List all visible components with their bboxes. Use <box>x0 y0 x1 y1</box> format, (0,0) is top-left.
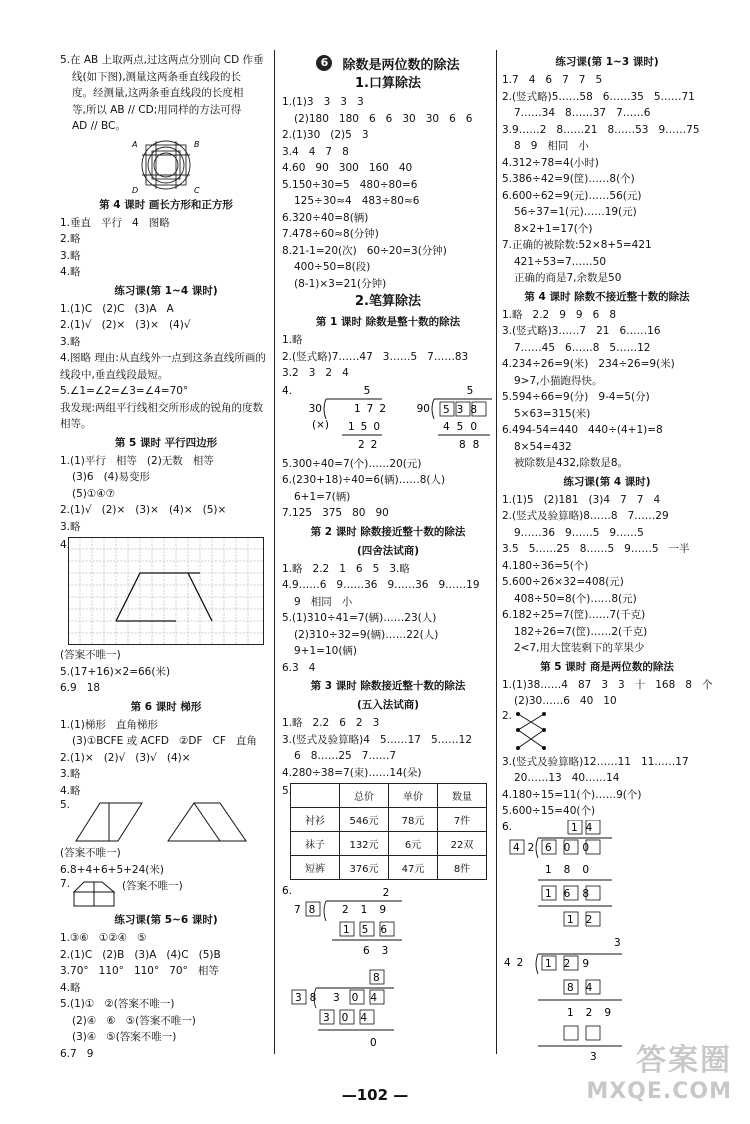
divisor: 42 <box>504 956 530 969</box>
table-cell: 8件 <box>438 856 487 880</box>
section-title: 第 4 课时 画长方形和正方形 <box>99 198 233 211</box>
point-a-label: A <box>132 139 138 149</box>
remainder: 88 <box>459 438 487 451</box>
section-title: 第 3 课时 除数接近整十数的除法 <box>310 680 466 692</box>
quotient: 3 <box>614 936 621 949</box>
quotient: 8 <box>373 972 380 984</box>
page-number: —102 — <box>341 1086 409 1104</box>
svg-text:6.: 6. <box>502 820 513 833</box>
remainder: 0 <box>370 1037 377 1049</box>
svg-text:6.: 6. <box>282 885 293 897</box>
dividend: 538 <box>443 403 485 416</box>
trapezoid-shapes <box>72 801 262 843</box>
table-cell: 袜子 <box>291 832 340 856</box>
problem-5-text: 5.在 AB 上取两点,过这两点分别向 CD 作垂 线(如下图),测量这两条垂直线段的长 度。经测量,这两条垂直线段的长度相 等,所以 AB // CD;用同样的方法可得 AD // BC。 <box>60 54 264 132</box>
divisor: 38 <box>295 992 325 1004</box>
section-title: 练习课(第 1~3 课时) <box>555 56 659 68</box>
quotient: 5 <box>466 384 474 397</box>
table-cell: 22双 <box>438 832 487 856</box>
column-divider <box>496 50 497 1054</box>
table-row <box>291 808 487 832</box>
divisor: 90 <box>416 402 430 415</box>
remainder: 63 <box>363 945 401 957</box>
dividend: 172 <box>354 402 393 415</box>
table-cell: 47元 <box>389 856 438 880</box>
parallel-lines-figure <box>60 135 272 195</box>
divisor: 30 <box>308 402 322 415</box>
chapter-number-badge: 6 <box>316 55 332 71</box>
partial-product: 168 <box>545 887 602 900</box>
section-title: 练习课(第 5~6 课时) <box>114 914 218 926</box>
trapezoid-division-figure: 5. <box>60 799 272 845</box>
wrong-mark: (×) <box>312 418 329 431</box>
divisor: 42 <box>513 841 543 854</box>
partial-product: 150 <box>348 420 387 433</box>
table-cell: 衬衫 <box>291 808 340 832</box>
table-header-row <box>291 784 487 808</box>
partial-product: 129 <box>567 1006 624 1019</box>
quotient: 14 <box>571 821 601 834</box>
point-d-label: D <box>132 185 139 195</box>
point-c-label: C <box>194 185 200 195</box>
section-title: 第 6 课时 梯形 <box>130 700 202 713</box>
part-title: 1.口算除法 <box>355 76 421 91</box>
section-title: 第 1 课时 除数是整十数的除法 <box>315 316 461 328</box>
table-row <box>291 832 487 856</box>
table-cell: 78元 <box>389 808 438 832</box>
answer-column-1: 5.在 AB 上取两点,过这两点分别向 CD 作垂 线(如下图),测量这两条垂直线段的长 度。经测量,这两条垂直线段的长度相 等,所以 AB // CD;用同样的方法可得 AD // BC。 A B D C 第 4 课时 画长方形和正方形 1.垂直 平行 4 图略 2.略 3.略 4.略 练习课(第 1~4 课时) 1.(1)C (2)C (3)A A 2.(1)√ (2)× (3)× (4)√ 3.略 4.图略 理由:从直线外一点到这条直线所画的线段中,垂直线段最短。 5.∠1=∠2=∠3=∠4=70° 我发现:两组平行线相交所形成的锐角的度数相等。 第 5 课时 平行四边形 1.(1)平行 相等 (2)无数 相等 (3)6 (4)易变形 (5)①④⑦ 2.(1)√ (2)× (3)× (4)× (5)× 3.略 4. (答案不唯一) 5.(17+16)×2=66(米) 6.9 18 第 6 课时 梯形 1.(1)梯形 直角梯形 (3)①BCFE 或 ACFD ②DF CF 直角 2.(1)× (2)√ (3)√ (4)× 3.略 4.略 5. (答案不唯一) 6.8+4+6+5+24(米) 7. (答案不唯一) 练习课(第 5~6 课时) 1.③⑥ ①②④ ⑤ 2.(1)C (2)B (3)A (4)C (5)B 3.70° 110° 110° 70° 相等 4.略 5.(1)① ②(答案不唯一) (2)④ ⑥ ⑤(答案不唯一) (3)④ ⑤(答案不唯一) 6.7 9 <box>60 52 272 1062</box>
part-title: 2.笔算除法 <box>355 294 421 309</box>
table-cell: 7件 <box>438 808 487 832</box>
grid-figure: 4. <box>60 537 272 645</box>
quotient: 5 <box>363 384 371 397</box>
section-title: 练习课(第 1~4 课时) <box>114 284 218 297</box>
column-divider <box>274 50 275 1054</box>
chapter-title: 6 除数是两位数的除法 <box>282 52 494 74</box>
section-title: 练习课(第 4 课时) <box>563 475 651 488</box>
table-cell: 376元 <box>340 856 389 880</box>
long-division-problem-6 <box>282 884 494 1056</box>
remainder: 12 <box>567 913 605 926</box>
table-row <box>291 856 487 880</box>
answer-column-3: 练习课(第 1~3 课时) 1.7 4 6 7 7 5 2.(竖式略)5……58 6……35 5……71 7……34 8……37 7……6 3.9……2 8……21 8……53 9……75 8 9 相同 小 4.312÷78=4(小时) 5.386÷42=9(筐)……8(个) 6.600÷62=9(元)……56(元) 56÷37=1(元)……19(元) 8×2+1=17(个) 7.正确的被除数:52×8+5=421 421÷53=7……50 正确的商是7,余数是50 第 4 课时 除数不接近整十数的除法 1.略 2.2 9 9 6 8 3.(竖式略)3……7 21 6……16 7……45 6……8 5……12 4.234÷26=9(米) 234÷26=9(米) 9>7,小猫跑得快。 5.594÷66=9(分) 9-4=5(分) 5×63=315(米) 6.494-54=440 440÷(4+1)=8 8×54=432 被除数是432,除数是8。 练习课(第 4 课时) 1.(1)5 (2)181 (3)4 7 7 4 2.(竖式及验算略)8……8 7……29 9……36 9……5 9……5 3.5 5……25 8……5 9……5 一半 4.180÷36=5(个) 5.600÷26×32=408(元) 408÷50=8(个)……8(元) 6.182÷25=7(筐)……7(千克) 182÷26=7(筐)……2(千克) 2<7,用大筐装剩下的苹果少 第 5 课时 商是两位数的除法 1.(1)38……4 87 3 3 十 168 8 个 (2)30……6 40 10 2. 3.(竖式及验算略)12……11 11……17 20……13 40……14 4.180÷15=11(个)……9(个) 5.600÷15=40(个) 6. 14 42 600 180 168 12 3 42 129 84 129 3 <box>502 52 712 1064</box>
table-cell: 数量 <box>438 784 487 808</box>
trapezoid-grid <box>68 537 264 645</box>
table-cell: 546元 <box>340 808 389 832</box>
partial-product: 180 <box>545 863 602 876</box>
svg-text:4.: 4. <box>282 384 293 397</box>
table-cell: 132元 <box>340 832 389 856</box>
dividend: 219 <box>342 904 399 916</box>
long-division-problem-4 <box>282 382 494 456</box>
section-title: 第 2 课时 除数接近整十数的除法 <box>310 525 466 538</box>
watermark-logo: 答案圈 MXQE.COM <box>586 1043 732 1104</box>
divisor: 78 <box>294 904 324 916</box>
dividend: 129 <box>545 957 602 970</box>
price-table-block: 5. 总价 单价 数量 衬衫 546元 78元 7件 袜子 132元 6元 22双 短裤 376元 47元 8件 <box>282 783 494 880</box>
composite-shape <box>72 880 122 908</box>
long-division-problem-6 <box>502 820 712 1064</box>
partial-product: 450 <box>443 420 485 433</box>
section-title: 第 4 课时 除数不接近整十数的除法 <box>524 290 690 303</box>
problem-7-figure: 7. (答案不唯一) <box>60 878 272 910</box>
table-cell: 短裤 <box>291 856 340 880</box>
table-cell <box>291 784 340 808</box>
matching-lines <box>512 710 552 754</box>
answer-column-2: 6 除数是两位数的除法 1.口算除法 1.(1)3 3 3 3 (2)180 180 6 6 30 30 6 6 2.(1)30 (2)5 3 3.4 4 7 8 4.60 90 300 160 40 5.150÷30=5 480÷80=6 125÷30≈4 483÷80≈6 6.320÷40=8(辆) 7.478÷60≈8(分钟) 8.21-1=20(次) 60÷20=3(分钟) 400÷50=8(段) (8-1)×3=21(分钟) 2.笔算除法 第 1 课时 除数是整十数的除法 1.略 2.(竖式略)7……47 3……5 7……83 3.2 3 2 4 4. 5 30 172 (×) 150 22 5 90 538 450 88 5.300÷40=7(个)……20(元) 6.(230+18)÷40=6(辆)……8(人) 6+1=7(辆) 7.125 375 80 90 第 2 课时 除数接近整十数的除法 (四舍法试商) 1.略 2.2 1 6 5 3.略 4.9……6 9……36 9……36 9……19 9 相同 小 5.(1)310÷41=7(辆)……23(人) (2)310÷32=9(辆)……22(人) 9+1=10(辆) 6.3 4 第 3 课时 除数接近整十数的除法 (五入法试商) 1.略 2.2 6 2 3 3.(竖式及验算略)4 5……17 5……12 6 8……25 7……7 4.280÷38=7(束)……14(朵) 5. 总价 单价 数量 衬衫 546元 78元 7件 袜子 132元 6元 22双 短裤 376元 47元 8件 6. 2 78 219 156 63 8 38 304 304 0 <box>282 52 494 1056</box>
section-title: 第 5 课时 商是两位数的除法 <box>540 660 674 673</box>
dividend: 304 <box>333 992 390 1004</box>
remainder: 22 <box>358 438 384 451</box>
matching-figure: 2. <box>502 710 712 754</box>
quotient: 2 <box>382 887 390 899</box>
section-title: 第 5 课时 平行四边形 <box>114 436 218 449</box>
dividend: 600 <box>545 841 602 854</box>
table-cell: 总价 <box>340 784 389 808</box>
point-b-label: B <box>194 139 200 149</box>
table-cell: 单价 <box>389 784 438 808</box>
section-subtitle: (五入法试商) <box>356 699 420 711</box>
partial-product: 156 <box>343 924 400 936</box>
price-table <box>290 783 487 880</box>
table-cell: 6元 <box>389 832 438 856</box>
partial-product: 84 <box>567 981 605 994</box>
partial-product: 304 <box>323 1012 380 1024</box>
remainder: 3 <box>590 1050 597 1063</box>
section-subtitle: (四舍法试商) <box>356 544 420 557</box>
